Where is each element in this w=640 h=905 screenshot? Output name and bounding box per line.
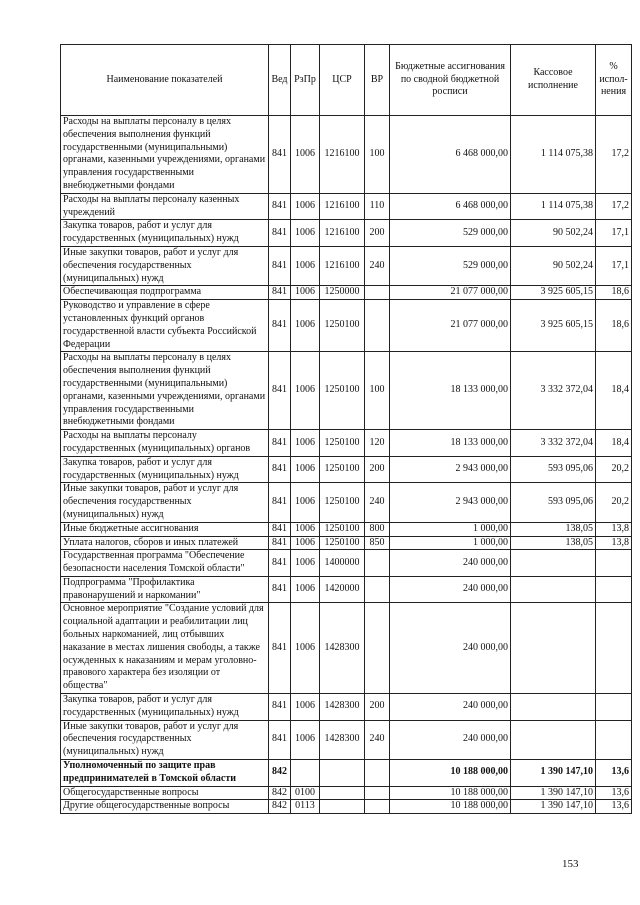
cell-csr: 1250100 bbox=[320, 352, 365, 430]
cell-name: Уплата налогов, сборов и иных платежей bbox=[61, 536, 269, 550]
page-number: 153 bbox=[562, 858, 579, 870]
cell-csr: 1250100 bbox=[320, 300, 365, 352]
table-row bbox=[61, 483, 632, 522]
cell-csr: 1250100 bbox=[320, 522, 365, 536]
cell-budget: 240 000,00 bbox=[390, 550, 511, 577]
cell-rzpr: 1006 bbox=[291, 300, 320, 352]
cell-vr: 200 bbox=[365, 694, 390, 721]
cell-percent: 17,2 bbox=[596, 193, 632, 220]
cell-rzpr: 1006 bbox=[291, 720, 320, 759]
cell-rzpr: 1006 bbox=[291, 352, 320, 430]
cell-name: Иные закупки товаров, работ и услуг для обеспечения государственных (муниципальных) нужд bbox=[61, 483, 269, 522]
cell-cash bbox=[511, 550, 596, 577]
cell-percent: 13,6 bbox=[596, 760, 632, 787]
cell-rzpr: 1006 bbox=[291, 550, 320, 577]
cell-rzpr: 1006 bbox=[291, 430, 320, 457]
cell-ved: 841 bbox=[269, 352, 291, 430]
cell-vr: 110 bbox=[365, 193, 390, 220]
table-row bbox=[61, 694, 632, 721]
cell-percent: 18,4 bbox=[596, 430, 632, 457]
cell-budget: 10 188 000,00 bbox=[390, 800, 511, 814]
cell-budget: 529 000,00 bbox=[390, 246, 511, 285]
cell-name: Иные закупки товаров, работ и услуг для обеспечения государственных (муниципальных) нужд bbox=[61, 246, 269, 285]
cell-ved: 841 bbox=[269, 220, 291, 247]
cell-name: Государственная программа "Обеспечение безопасности населения Томской области" bbox=[61, 550, 269, 577]
cell-csr: 1250000 bbox=[320, 286, 365, 300]
cell-budget: 240 000,00 bbox=[390, 694, 511, 721]
header-ved: Вед bbox=[269, 45, 291, 116]
cell-csr: 1420000 bbox=[320, 576, 365, 603]
cell-name: Расходы на выплаты персоналу казенных учреждений bbox=[61, 193, 269, 220]
cell-percent: 13,8 bbox=[596, 536, 632, 550]
table-row bbox=[61, 300, 632, 352]
cell-percent: 13,6 bbox=[596, 786, 632, 800]
cell-rzpr: 1006 bbox=[291, 456, 320, 483]
cell-percent: 13,6 bbox=[596, 800, 632, 814]
cell-rzpr: 0100 bbox=[291, 786, 320, 800]
cell-ved: 841 bbox=[269, 536, 291, 550]
cell-vr bbox=[365, 286, 390, 300]
table-row bbox=[61, 116, 632, 194]
cell-ved: 841 bbox=[269, 430, 291, 457]
cell-csr: 1250100 bbox=[320, 456, 365, 483]
cell-cash: 1 114 075,38 bbox=[511, 193, 596, 220]
cell-cash bbox=[511, 694, 596, 721]
cell-vr: 200 bbox=[365, 220, 390, 247]
cell-vr bbox=[365, 603, 390, 694]
cell-csr: 1250100 bbox=[320, 536, 365, 550]
table-row bbox=[61, 800, 632, 814]
cell-rzpr: 1006 bbox=[291, 536, 320, 550]
cell-budget: 529 000,00 bbox=[390, 220, 511, 247]
cell-ved: 842 bbox=[269, 800, 291, 814]
cell-vr: 800 bbox=[365, 522, 390, 536]
budget-table bbox=[60, 44, 632, 814]
cell-name: Уполномоченный по защите прав предпринимателей в Томской области bbox=[61, 760, 269, 787]
table-row bbox=[61, 522, 632, 536]
cell-budget: 6 468 000,00 bbox=[390, 116, 511, 194]
cell-budget: 240 000,00 bbox=[390, 576, 511, 603]
cell-cash bbox=[511, 720, 596, 759]
cell-vr bbox=[365, 576, 390, 603]
header-percent: % испол-нения bbox=[596, 45, 632, 116]
cell-cash: 593 095,06 bbox=[511, 456, 596, 483]
header-csr: ЦСР bbox=[320, 45, 365, 116]
table-row bbox=[61, 603, 632, 694]
cell-vr: 200 bbox=[365, 456, 390, 483]
cell-percent: 18,6 bbox=[596, 300, 632, 352]
cell-name: Расходы на выплаты персоналу в целях обеспечения выполнения функций государственными (муниципальными) органами, казенными учреждениями, органами управления государственными внебюджетными фондами bbox=[61, 352, 269, 430]
table-body bbox=[61, 116, 632, 814]
table-row bbox=[61, 720, 632, 759]
cell-rzpr: 1006 bbox=[291, 286, 320, 300]
cell-cash: 138,05 bbox=[511, 522, 596, 536]
cell-cash bbox=[511, 576, 596, 603]
cell-budget: 1 000,00 bbox=[390, 536, 511, 550]
header-name: Наименование показателей bbox=[61, 45, 269, 116]
cell-budget: 240 000,00 bbox=[390, 720, 511, 759]
cell-rzpr: 1006 bbox=[291, 220, 320, 247]
cell-vr: 240 bbox=[365, 720, 390, 759]
cell-ved: 841 bbox=[269, 522, 291, 536]
cell-csr bbox=[320, 786, 365, 800]
cell-percent bbox=[596, 720, 632, 759]
cell-budget: 2 943 000,00 bbox=[390, 483, 511, 522]
header-rzpr: РзПр bbox=[291, 45, 320, 116]
cell-ved: 841 bbox=[269, 286, 291, 300]
cell-percent bbox=[596, 576, 632, 603]
cell-cash: 90 502,24 bbox=[511, 220, 596, 247]
cell-percent: 17,1 bbox=[596, 220, 632, 247]
cell-vr bbox=[365, 550, 390, 577]
cell-vr: 850 bbox=[365, 536, 390, 550]
cell-ved: 841 bbox=[269, 576, 291, 603]
cell-vr: 100 bbox=[365, 116, 390, 194]
cell-budget: 18 133 000,00 bbox=[390, 352, 511, 430]
table-row bbox=[61, 352, 632, 430]
table-row bbox=[61, 760, 632, 787]
cell-cash: 1 390 147,10 bbox=[511, 760, 596, 787]
cell-ved: 841 bbox=[269, 603, 291, 694]
cell-rzpr: 1006 bbox=[291, 246, 320, 285]
cell-name: Другие общегосударственные вопросы bbox=[61, 800, 269, 814]
cell-percent: 18,4 bbox=[596, 352, 632, 430]
cell-percent bbox=[596, 694, 632, 721]
cell-csr: 1216100 bbox=[320, 116, 365, 194]
cell-ved: 841 bbox=[269, 720, 291, 759]
table-row bbox=[61, 246, 632, 285]
cell-cash: 1 390 147,10 bbox=[511, 786, 596, 800]
cell-rzpr: 1006 bbox=[291, 116, 320, 194]
table-header-row bbox=[61, 45, 632, 116]
cell-csr: 1216100 bbox=[320, 246, 365, 285]
cell-csr: 1216100 bbox=[320, 220, 365, 247]
table-row bbox=[61, 536, 632, 550]
cell-cash: 3 332 372,04 bbox=[511, 430, 596, 457]
header-cash: Кассовое исполнение bbox=[511, 45, 596, 116]
cell-name: Расходы на выплаты персоналу в целях обеспечения выполнения функций государственными (муниципальными) органами, казенными учреждениями, органами управления государственными внебюджетными фондами bbox=[61, 116, 269, 194]
cell-percent bbox=[596, 550, 632, 577]
header-budget: Бюджетные ассигнования по сводной бюджетной росписи bbox=[390, 45, 511, 116]
cell-rzpr: 0113 bbox=[291, 800, 320, 814]
cell-cash: 1 114 075,38 bbox=[511, 116, 596, 194]
cell-name: Расходы на выплаты персоналу государственных (муниципальных) органов bbox=[61, 430, 269, 457]
cell-vr: 240 bbox=[365, 483, 390, 522]
cell-ved: 841 bbox=[269, 483, 291, 522]
cell-ved: 841 bbox=[269, 456, 291, 483]
cell-cash: 593 095,06 bbox=[511, 483, 596, 522]
cell-csr: 1428300 bbox=[320, 720, 365, 759]
table-row bbox=[61, 786, 632, 800]
cell-name: Руководство и управление в сфере установленных функций органов государственной власти субъекта Российской Федерации bbox=[61, 300, 269, 352]
cell-csr: 1428300 bbox=[320, 694, 365, 721]
cell-rzpr bbox=[291, 760, 320, 787]
cell-name: Подпрограмма "Профилактика правонарушений и наркомании" bbox=[61, 576, 269, 603]
cell-name: Иные бюджетные ассигнования bbox=[61, 522, 269, 536]
cell-cash: 3 925 605,15 bbox=[511, 300, 596, 352]
table-row bbox=[61, 456, 632, 483]
cell-budget: 21 077 000,00 bbox=[390, 300, 511, 352]
cell-percent bbox=[596, 603, 632, 694]
cell-csr bbox=[320, 800, 365, 814]
cell-budget: 1 000,00 bbox=[390, 522, 511, 536]
cell-ved: 842 bbox=[269, 760, 291, 787]
cell-percent: 17,2 bbox=[596, 116, 632, 194]
cell-percent: 17,1 bbox=[596, 246, 632, 285]
cell-budget: 18 133 000,00 bbox=[390, 430, 511, 457]
cell-ved: 841 bbox=[269, 300, 291, 352]
cell-ved: 842 bbox=[269, 786, 291, 800]
cell-name: Закупка товаров, работ и услуг для государственных (муниципальных) нужд bbox=[61, 456, 269, 483]
cell-vr: 100 bbox=[365, 352, 390, 430]
cell-csr: 1216100 bbox=[320, 193, 365, 220]
cell-cash: 138,05 bbox=[511, 536, 596, 550]
cell-ved: 841 bbox=[269, 694, 291, 721]
cell-vr bbox=[365, 786, 390, 800]
cell-rzpr: 1006 bbox=[291, 483, 320, 522]
table-row bbox=[61, 430, 632, 457]
cell-ved: 841 bbox=[269, 116, 291, 194]
cell-csr: 1428300 bbox=[320, 603, 365, 694]
cell-ved: 841 bbox=[269, 193, 291, 220]
cell-vr bbox=[365, 760, 390, 787]
cell-budget: 21 077 000,00 bbox=[390, 286, 511, 300]
cell-rzpr: 1006 bbox=[291, 576, 320, 603]
cell-csr: 1250100 bbox=[320, 430, 365, 457]
cell-vr bbox=[365, 300, 390, 352]
cell-rzpr: 1006 bbox=[291, 193, 320, 220]
cell-vr: 240 bbox=[365, 246, 390, 285]
cell-csr: 1400000 bbox=[320, 550, 365, 577]
cell-budget: 2 943 000,00 bbox=[390, 456, 511, 483]
cell-csr: 1250100 bbox=[320, 483, 365, 522]
cell-name: Общегосударственные вопросы bbox=[61, 786, 269, 800]
cell-ved: 841 bbox=[269, 246, 291, 285]
cell-vr: 120 bbox=[365, 430, 390, 457]
cell-budget: 10 188 000,00 bbox=[390, 786, 511, 800]
cell-rzpr: 1006 bbox=[291, 603, 320, 694]
cell-name: Иные закупки товаров, работ и услуг для обеспечения государственных (муниципальных) нужд bbox=[61, 720, 269, 759]
header-vr: ВР bbox=[365, 45, 390, 116]
cell-ved: 841 bbox=[269, 550, 291, 577]
cell-name: Обеспечивающая подпрограмма bbox=[61, 286, 269, 300]
cell-percent: 13,8 bbox=[596, 522, 632, 536]
cell-budget: 6 468 000,00 bbox=[390, 193, 511, 220]
cell-percent: 18,6 bbox=[596, 286, 632, 300]
cell-budget: 240 000,00 bbox=[390, 603, 511, 694]
cell-cash: 1 390 147,10 bbox=[511, 800, 596, 814]
cell-vr bbox=[365, 800, 390, 814]
cell-cash: 3 332 372,04 bbox=[511, 352, 596, 430]
table-row bbox=[61, 576, 632, 603]
cell-budget: 10 188 000,00 bbox=[390, 760, 511, 787]
cell-cash bbox=[511, 603, 596, 694]
cell-rzpr: 1006 bbox=[291, 522, 320, 536]
table-row bbox=[61, 193, 632, 220]
cell-name: Основное мероприятие "Создание условий для социальной адаптации и реабилитации лиц больных наркоманией, лиц отбывших наказание в местах лишения свободы, а также осужденных к наказаниям и мерам уголовно-правового характера без изоляции от общества" bbox=[61, 603, 269, 694]
table-row bbox=[61, 286, 632, 300]
table-row bbox=[61, 550, 632, 577]
table-row bbox=[61, 220, 632, 247]
cell-name: Закупка товаров, работ и услуг для государственных (муниципальных) нужд bbox=[61, 694, 269, 721]
cell-percent: 20,2 bbox=[596, 456, 632, 483]
cell-csr bbox=[320, 760, 365, 787]
cell-cash: 3 925 605,15 bbox=[511, 286, 596, 300]
cell-name: Закупка товаров, работ и услуг для государственных (муниципальных) нужд bbox=[61, 220, 269, 247]
cell-cash: 90 502,24 bbox=[511, 246, 596, 285]
cell-rzpr: 1006 bbox=[291, 694, 320, 721]
cell-percent: 20,2 bbox=[596, 483, 632, 522]
